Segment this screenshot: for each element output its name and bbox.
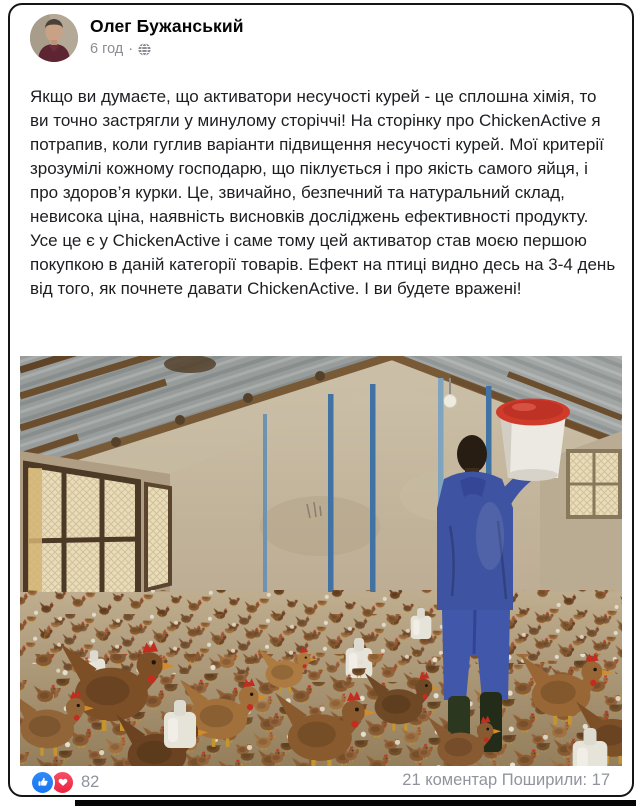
chicken-barn-scene [20,356,622,766]
footer-stats [402,771,610,790]
post-footer [10,768,632,797]
comments-count[interactable]: 21 коментар [402,771,498,789]
reactions [30,770,99,794]
avatar-image [30,14,78,62]
author-name[interactable]: Олег Бужанський [90,16,244,36]
photo-tone-overlay [20,356,622,766]
like-reaction-icon[interactable] [30,770,55,795]
reaction-count[interactable]: 82 [81,772,100,791]
heart-icon [57,776,69,788]
timestamp[interactable]: 6 год [90,41,124,57]
post-photo[interactable] [20,356,622,766]
shares-count[interactable]: Поширили: 17 [501,771,610,789]
next-card-top-edge [75,800,636,806]
thumbs-up-icon [37,776,49,788]
post-meta [90,41,151,57]
post-card [8,3,634,797]
globe-icon [138,43,151,56]
post-text: Якщо ви думаєте, що активатори несучості курей - це сплошна хімія, то ви точно застрягли у минулому сторіччі! На сторінку про ChickenActive я потрапив, коли гуглив варіанти підвищення несучості курей. Мої критерії зрозумілі кожному господарю, що піклується і про якість самого яйця, і про здоров’я курки. Це, звичайно, безпечний та натуральний склад, невисока ціна, наявність висновків досліджень ефективності продукту. Усе це є у ChickenActive і саме тому цей активатор став моєю першою покупкою в даній категорії товарів. Ефект на птиці видно десь на 3-4 день від того, як почнете давати ChickenActive. І ви будете вражені! [30,87,616,298]
meta-separator: · [128,41,134,57]
avatar[interactable] [30,14,78,62]
